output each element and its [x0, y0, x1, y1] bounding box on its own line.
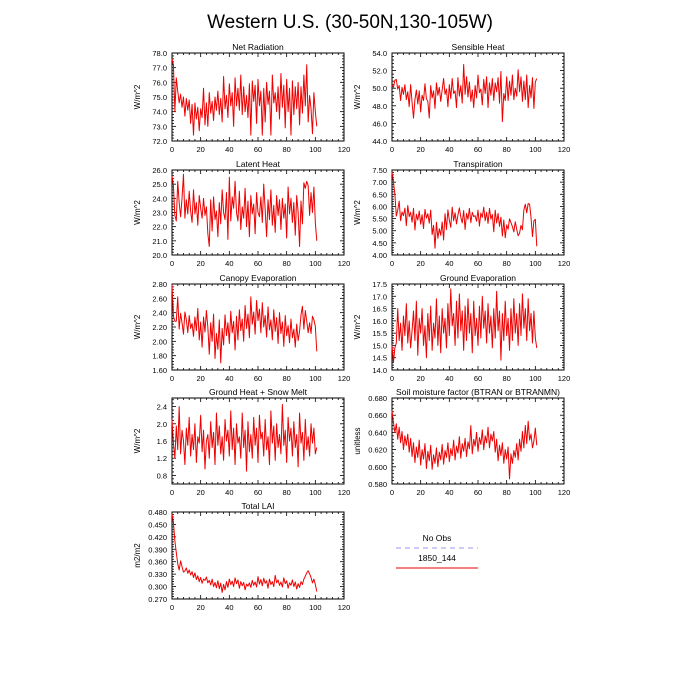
y-tick-label: 0.660 [368, 411, 387, 421]
y-tick-label: 2.80 [152, 280, 167, 289]
y-tick-label: 52.0 [372, 66, 387, 76]
x-tick-label: 80 [282, 259, 291, 268]
y-axis-label: W/m^2 [133, 200, 142, 225]
y-axis-label: m2/m2 [133, 543, 142, 568]
x-tick-label: 120 [557, 259, 571, 268]
x-tick-label: 80 [282, 145, 291, 154]
x-tick-label: 0 [389, 488, 395, 497]
x-tick-label: 20 [416, 488, 425, 497]
y-tick-label: 16.5 [372, 304, 387, 314]
x-tick-label: 100 [309, 603, 322, 612]
y-tick-label: 5.50 [372, 214, 387, 224]
x-tick-label: 100 [309, 488, 322, 497]
y-axis-label: W/m^2 [353, 314, 362, 340]
y-axis-label: W/m^2 [133, 428, 142, 454]
x-tick-label: 60 [253, 603, 263, 612]
x-tick-label: 100 [529, 145, 542, 154]
y-tick-label: 2.00 [152, 337, 167, 347]
y-tick-label: 1.60 [152, 366, 167, 375]
y-tick-label: 20.0 [152, 251, 167, 260]
panel-title: Total LAI [241, 501, 275, 511]
panel-title: Transpiration [453, 159, 503, 169]
y-tick-label: 74.0 [152, 107, 167, 117]
x-tick-label: 20 [196, 259, 205, 268]
x-tick-label: 40 [225, 374, 234, 383]
x-tick-label: 60 [253, 145, 263, 154]
x-tick-label: 100 [529, 488, 542, 497]
y-tick-label: 23.0 [152, 208, 167, 218]
x-tick-label: 0 [169, 145, 175, 154]
x-tick-label: 120 [557, 374, 571, 383]
y-tick-label: 1.6 [156, 437, 167, 446]
y-tick-label: 72.0 [152, 137, 167, 146]
y-tick-label: 16.0 [372, 316, 387, 326]
x-tick-label: 40 [225, 259, 234, 268]
legend-label: No Obs [422, 533, 452, 543]
panel-title: Ground Heat + Snow Melt [208, 387, 308, 397]
x-tick-label: 60 [253, 374, 263, 383]
y-tick-label: 14.5 [372, 353, 387, 363]
y-tick-label: 6.50 [372, 190, 387, 200]
y-tick-label: 24.0 [152, 194, 167, 204]
x-tick-label: 0 [169, 603, 175, 612]
y-axis-label: W/m^2 [133, 314, 142, 340]
x-tick-label: 20 [416, 259, 425, 268]
y-tick-label: 2.0 [156, 419, 167, 429]
x-tick-label: 80 [502, 374, 511, 383]
x-tick-label: 20 [196, 488, 205, 497]
y-tick-label: 2.40 [152, 308, 167, 318]
x-tick-label: 40 [225, 603, 234, 612]
y-tick-label: 0.270 [148, 595, 167, 604]
y-tick-label: 0.600 [368, 462, 387, 472]
y-tick-label: 26.0 [152, 166, 167, 175]
x-tick-label: 120 [337, 488, 351, 497]
y-tick-label: 1.80 [152, 351, 167, 361]
x-tick-label: 40 [445, 488, 454, 497]
x-tick-label: 40 [445, 259, 454, 268]
y-axis-label: W/m^2 [353, 84, 362, 110]
y-tick-label: 54.0 [372, 49, 387, 58]
x-tick-label: 60 [473, 488, 483, 497]
x-tick-label: 120 [337, 145, 351, 154]
x-tick-label: 120 [557, 488, 571, 497]
x-tick-label: 60 [473, 145, 483, 154]
x-tick-label: 60 [473, 374, 483, 383]
x-tick-label: 0 [389, 374, 395, 383]
x-tick-label: 80 [282, 603, 291, 612]
legend-label: 1850_144 [418, 553, 456, 563]
y-tick-label: 0.580 [368, 480, 387, 489]
x-tick-label: 80 [282, 488, 291, 497]
y-tick-label: 4.50 [372, 238, 387, 248]
y-tick-label: 17.5 [372, 280, 387, 289]
y-tick-label: 75.0 [152, 93, 167, 102]
x-tick-label: 120 [337, 603, 351, 612]
y-axis-label: W/m^2 [353, 200, 362, 225]
y-tick-label: 17.0 [372, 292, 387, 302]
y-axis-label: W/m^2 [133, 84, 142, 110]
y-tick-label: 0.8 [156, 471, 167, 481]
figure-title: Western U.S. (30-50N,130-105W) [207, 12, 493, 33]
x-tick-label: 20 [416, 145, 425, 154]
y-tick-label: 22.0 [152, 222, 167, 232]
x-tick-label: 60 [473, 259, 483, 268]
x-tick-label: 20 [416, 374, 425, 383]
panel-title: Ground Evaporation [439, 273, 517, 283]
x-tick-label: 80 [502, 145, 511, 154]
x-tick-label: 40 [225, 488, 234, 497]
y-tick-label: 46.0 [372, 119, 387, 129]
x-tick-label: 100 [529, 374, 542, 383]
y-tick-label: 78.0 [152, 49, 167, 58]
panel-title: Net Radiation [232, 42, 284, 52]
y-tick-label: 73.0 [152, 122, 167, 132]
x-tick-label: 60 [253, 259, 263, 268]
x-tick-label: 40 [445, 145, 454, 154]
panel-title: Canopy Evaporation [219, 273, 297, 283]
y-tick-label: 0.300 [148, 582, 167, 592]
x-tick-label: 40 [445, 374, 454, 383]
y-tick-label: 1.2 [156, 454, 167, 464]
y-tick-label: 77.0 [152, 63, 167, 73]
y-tick-label: 50.0 [372, 84, 387, 94]
y-tick-label: 25.0 [152, 180, 167, 190]
x-tick-label: 0 [389, 259, 395, 268]
y-tick-label: 0.680 [368, 394, 387, 403]
y-tick-label: 2.20 [152, 323, 167, 332]
x-tick-label: 100 [309, 259, 322, 268]
x-tick-label: 80 [502, 259, 511, 268]
y-axis-label: unitless [353, 427, 362, 455]
panel-title: Latent Heat [236, 159, 280, 169]
x-tick-label: 100 [309, 374, 322, 383]
y-tick-label: 4.00 [372, 251, 387, 260]
y-tick-label: 48.0 [372, 101, 387, 111]
x-tick-label: 120 [337, 374, 351, 383]
y-tick-label: 0.390 [148, 545, 167, 555]
y-tick-label: 2.60 [152, 294, 167, 304]
x-tick-label: 120 [557, 145, 571, 154]
x-tick-label: 100 [309, 145, 322, 154]
y-tick-label: 15.0 [372, 341, 387, 351]
y-tick-label: 0.620 [368, 445, 387, 455]
y-tick-label: 0.330 [148, 570, 167, 580]
x-tick-label: 60 [253, 488, 263, 497]
y-tick-label: 2.4 [156, 402, 167, 412]
y-tick-label: 0.480 [148, 508, 167, 517]
y-tick-label: 0.640 [368, 428, 387, 438]
y-tick-label: 21.0 [152, 236, 167, 246]
x-tick-label: 0 [169, 259, 175, 268]
x-tick-label: 20 [196, 603, 205, 612]
y-tick-label: 0.450 [148, 520, 167, 530]
y-tick-label: 7.00 [372, 178, 387, 188]
y-tick-label: 6.00 [372, 202, 387, 212]
x-tick-label: 80 [282, 374, 291, 383]
y-tick-label: 76.0 [152, 78, 167, 88]
x-tick-label: 0 [389, 145, 395, 154]
x-tick-label: 0 [169, 374, 175, 383]
y-tick-label: 0.420 [148, 532, 167, 542]
panel-title: Sensible Heat [451, 42, 505, 52]
y-tick-label: 5.00 [372, 226, 387, 236]
x-tick-label: 20 [196, 374, 205, 383]
y-tick-label: 15.5 [372, 329, 387, 339]
x-tick-label: 100 [529, 259, 542, 268]
x-tick-label: 80 [502, 488, 511, 497]
y-tick-label: 44.0 [372, 137, 387, 146]
y-tick-label: 7.50 [372, 166, 387, 175]
x-tick-label: 20 [196, 145, 205, 154]
panel-title: Soil moisture factor (BTRAN or BTRANMN) [396, 387, 560, 397]
y-tick-label: 14.0 [372, 366, 387, 375]
x-tick-label: 0 [169, 488, 175, 497]
y-tick-label: 0.360 [148, 557, 167, 567]
x-tick-label: 120 [337, 259, 351, 268]
x-tick-label: 40 [225, 145, 234, 154]
